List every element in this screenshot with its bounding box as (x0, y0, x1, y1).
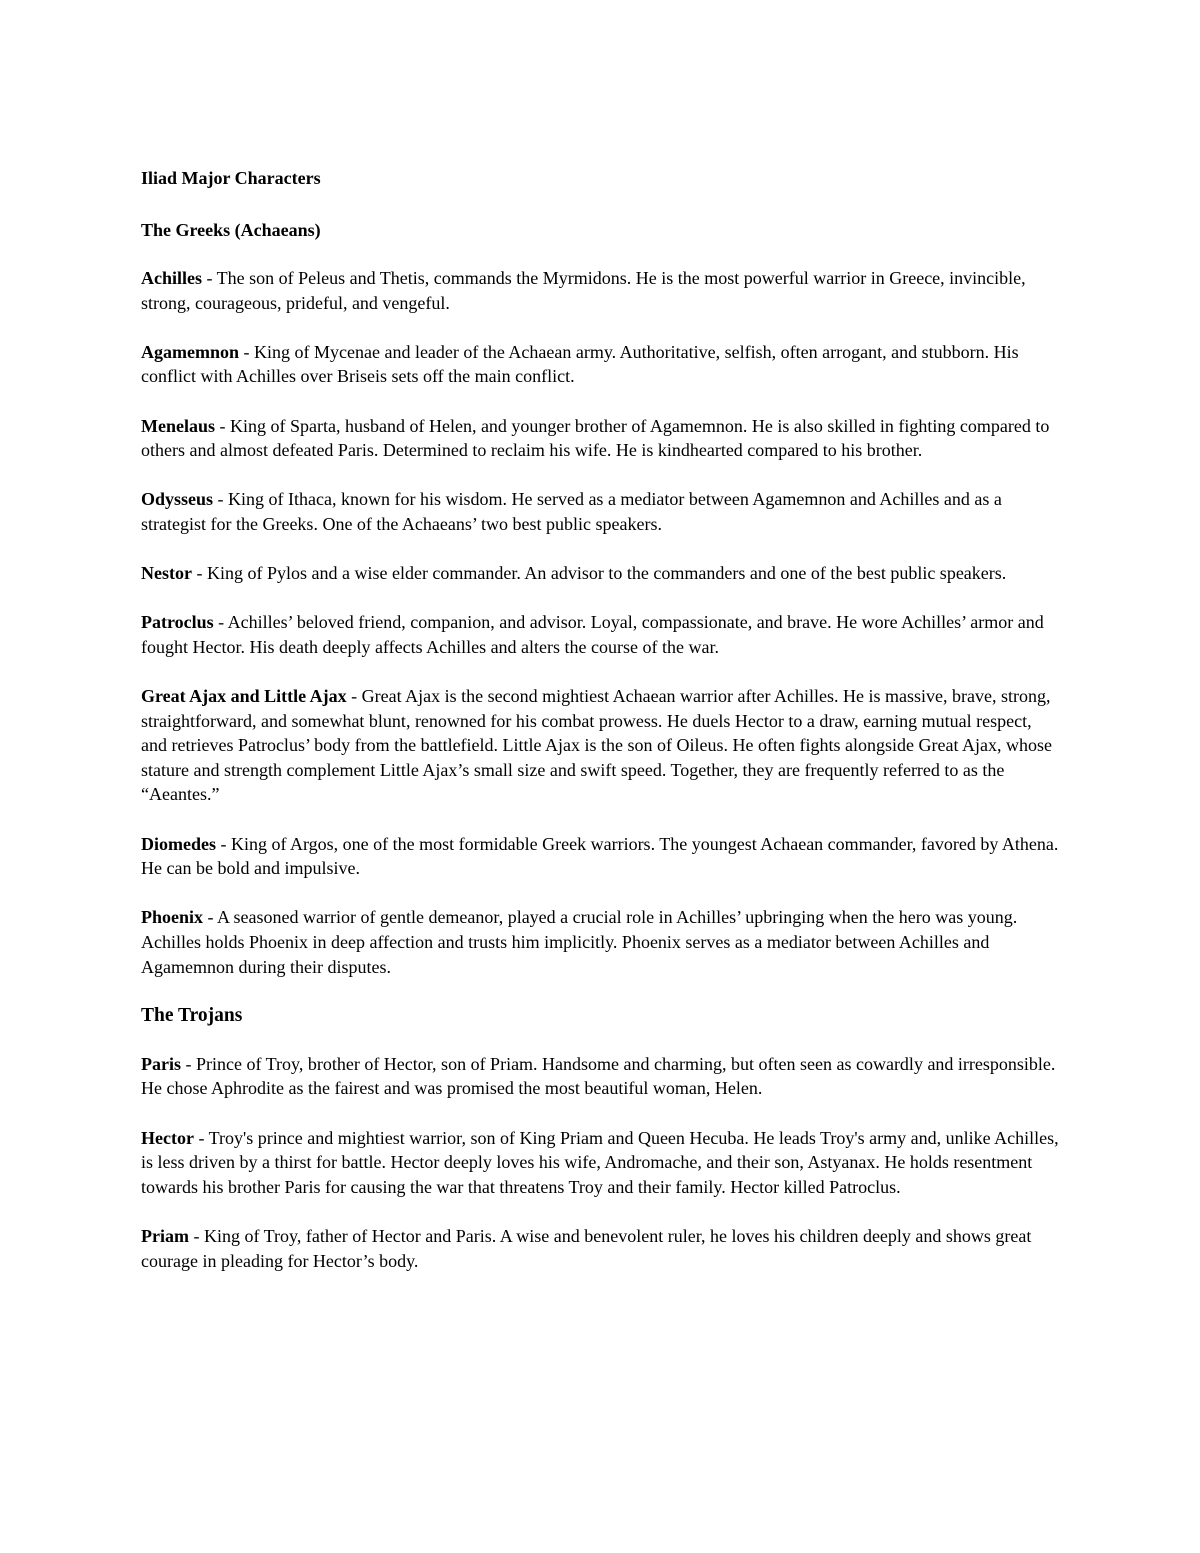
document-page (141, 166, 1061, 1298)
character-description: - The son of Peleus and Thetis, commands the Myrmidons. He is the most powerful warrior in Greece, invincible, strong, courageous, prideful, and vengeful. (141, 268, 1026, 313)
character-description: - King of Ithaca, known for his wisdom. He served as a mediator between Agamemnon and Achilles and as a strategist for the Greeks. One of the Achaeans’ two best public speakers. (141, 489, 1002, 534)
character-entry-priam (141, 1224, 1061, 1273)
character-entry-menelaus (141, 414, 1061, 463)
character-name: Hector (141, 1127, 194, 1148)
character-description: - King of Pylos and a wise elder commander. An advisor to the commanders and one of the best public speakers. (191, 563, 1007, 584)
character-entry-patroclus (141, 610, 1061, 659)
character-entry-odysseus (141, 487, 1061, 536)
character-description: - King of Mycenae and leader of the Achaean army. Authoritative, selfish, often arrogant, and stubborn. His conflict with Achilles over Briseis sets off the main conflict. (141, 341, 1019, 387)
character-description: - Prince of Troy, brother of Hector, son of Priam. Handsome and charming, but often seen as cowardly and irresponsible. He chose Aphrodite as the fairest and was promised the most beautiful woman, Helen. (141, 1053, 1056, 1099)
character-name: Achilles (141, 268, 202, 288)
character-name: Phoenix (141, 907, 204, 928)
character-entry-achilles (141, 266, 1061, 315)
character-entry-agamemnon (141, 340, 1061, 389)
character-description: - King of Troy, father of Hector and Paris. A wise and benevolent ruler, he loves his children deeply and shows great courage in pleading for Hector’s body. (141, 1225, 1032, 1271)
section-heading-greeks: The Greeks (Achaeans) (141, 220, 321, 240)
character-description: - A seasoned warrior of gentle demeanor, played a crucial role in Achilles’ upbringing when the hero was young. Achilles holds Phoenix in deep affection and trusts him implicitly. Phoenix serves as a mediator between Achilles and Agamemnon during their disputes. (141, 907, 1018, 977)
character-name: Great Ajax and Little Ajax (141, 686, 347, 707)
character-entry-diomedes (141, 832, 1061, 881)
character-description: - Great Ajax is the second mightiest Achaean warrior after Achilles. He is massive, brave, strong, straightforward, and somewhat blunt, renowned for his combat prowess. He duels Hector to a draw, earning mutual respect, and retrieves Patroclus’ body from the battlefield. Little Ajax is the son of Oileus. He often fights alongside Great Ajax, whose stature and strength complement Little Ajax’s small size and swift speed. Together, they are frequently referred to as the “Aeantes.” (141, 686, 1052, 805)
character-name: Odysseus (141, 489, 214, 510)
section-heading-trojans: The Trojans (141, 1004, 243, 1026)
character-description: - King of Argos, one of the most formidable Greek warriors. The youngest Achaean commander, favored by Athena. He can be bold and impulsive. (141, 833, 1059, 879)
character-entry-paris (141, 1052, 1061, 1101)
character-entry-ajax (141, 684, 1061, 807)
character-description: - Troy's prince and mightiest warrior, son of King Priam and Queen Hecuba. He leads Troy's army and, unlike Achilles, is less driven by a thirst for battle. Hector deeply loves his wife, Andromache, and their son, Astyanax. He holds resentment towards his brother Paris for causing the war that threatens Troy and their family. Hector killed Patroclus. (141, 1127, 1059, 1197)
character-name: Agamemnon (141, 341, 239, 362)
document-title: Iliad Major Characters (141, 168, 321, 188)
character-name: Menelaus (141, 415, 215, 436)
character-name: Patroclus (141, 612, 214, 633)
character-entry-hector (141, 1126, 1061, 1200)
character-description: - King of Sparta, husband of Helen, and younger brother of Agamemnon. He is also skilled in fighting compared to others and almost defeated Paris. Determined to reclaim his wife. He is kindhearted compared to his brother. (141, 415, 1050, 461)
character-name: Nestor (141, 563, 192, 584)
character-name: Priam (141, 1225, 189, 1246)
character-name: Diomedes (141, 833, 216, 854)
character-entry-nestor (141, 561, 1061, 586)
character-name: Paris (141, 1053, 181, 1074)
character-description: - Achilles’ beloved friend, companion, and advisor. Loyal, compassionate, and brave. He wore Achilles’ armor and fought Hector. His death deeply affects Achilles and alters the course of the war. (141, 612, 1044, 657)
character-entry-phoenix (141, 905, 1061, 979)
